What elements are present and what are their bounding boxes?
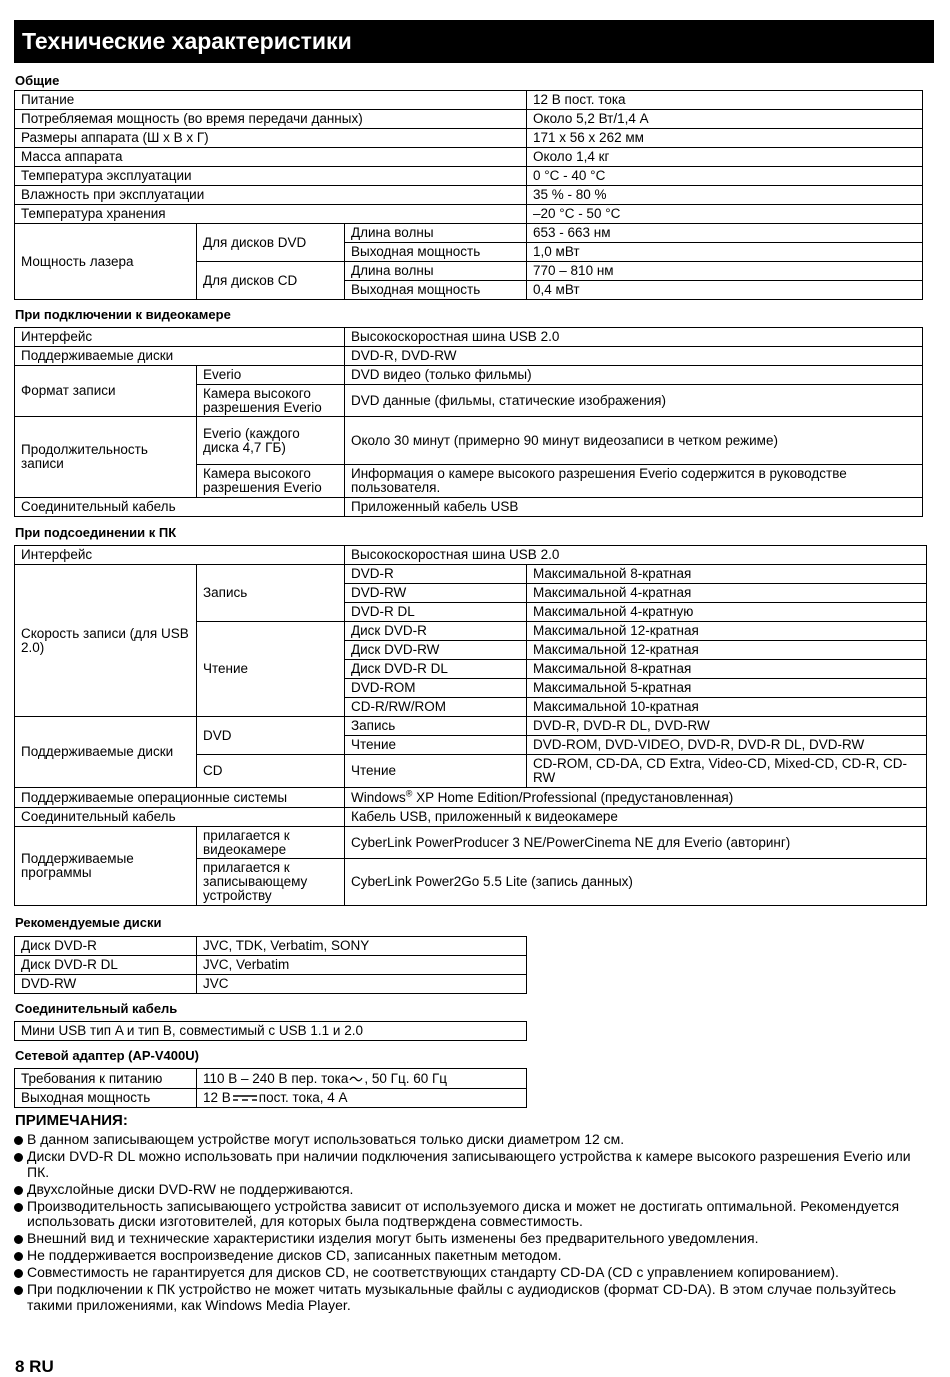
spec-sublabel: Чтение: [345, 755, 527, 788]
section-heading-adapter: Сетевой адаптер (AP-V400U): [15, 1048, 199, 1063]
spec-value: 12 В пост. тока: [527, 91, 923, 110]
camcorder-specs-table: [14, 327, 923, 517]
table-row: [15, 975, 527, 994]
spec-value: [345, 788, 927, 808]
spec-sublabel: Для дисков DVD: [197, 224, 345, 262]
list-item: Не поддерживается воспроизведение дисков CD, записанных пакетным методом.: [14, 1248, 934, 1264]
os-brand: Windows: [351, 789, 406, 805]
spec-value: Максимальной 8-кратная: [527, 660, 927, 679]
spec-sublabel: Запись: [197, 565, 345, 622]
spec-value: Около 1,4 кг: [527, 148, 923, 167]
disc-type: Диск DVD-R: [345, 622, 527, 641]
spec-value: Максимальной 12-кратная: [527, 641, 927, 660]
page-number: 8 RU: [15, 1357, 54, 1376]
spec-value: Около 5,2 Вт/1,4 А: [527, 110, 923, 129]
spec-value: Мини USB тип A и тип B, совместимый с USB 1.1 и 2.0: [15, 1022, 527, 1041]
table-row: [15, 808, 927, 827]
table-row: [15, 167, 923, 186]
spec-label: Интерфейс: [15, 546, 345, 565]
spec-label: Питание: [15, 91, 527, 110]
dc-current: пост. тока, 4 А: [258, 1090, 348, 1105]
table-row: [15, 1022, 527, 1041]
list-item: Внешний вид и технические характеристики изделия могут быть изменены без предварительного уведомления.: [14, 1231, 934, 1247]
spec-sublabel: прилагается к видеокамере: [197, 827, 345, 859]
spec-label: Температура эксплуатации: [15, 167, 527, 186]
ac-frequency: , 50 Гц. 60 Гц: [364, 1070, 448, 1086]
registered-mark: ®: [405, 788, 413, 798]
recommended-discs-table: [14, 936, 527, 994]
spec-label: Температура хранения: [15, 205, 527, 224]
spec-sublabel: Выходная мощность: [345, 243, 527, 262]
table-row: [15, 205, 923, 224]
table-row: [15, 717, 927, 736]
spec-value: CyberLink Power2Go 5.5 Lite (запись данных): [345, 859, 927, 906]
spec-sublabel: Everio (каждого диска 4,7 ГБ): [197, 417, 345, 465]
table-row: [15, 498, 923, 517]
spec-value: Максимальной 4-кратную: [527, 603, 927, 622]
spec-value: JVC, TDK, Verbatim, SONY: [197, 937, 527, 956]
spec-value: 770 – 810 нм: [527, 262, 923, 281]
disc-type: DVD-RW: [345, 584, 527, 603]
spec-value: Максимальной 12-кратная: [527, 622, 927, 641]
table-row: [15, 148, 923, 167]
spec-label: Требования к питанию: [15, 1069, 197, 1089]
spec-value: [197, 1069, 527, 1089]
spec-value: 0 °C - 40 °C: [527, 167, 923, 186]
spec-value: CD-ROM, CD-DA, CD Extra, Video-CD, Mixed-CD, CD-R, CD-RW: [527, 755, 927, 788]
os-edition: XP Home Edition/Professional (предустановленная): [412, 789, 734, 805]
spec-label: Соединительный кабель: [15, 808, 345, 827]
list-item: Производительность записывающего устройства зависит от используемого диска и может не достигать оптимальной. Рекомендуется использовать диски изготовителей, для которых была подтверждена совместимость.: [14, 1199, 934, 1230]
spec-value: 35 % - 80 %: [527, 186, 923, 205]
section-heading-general: Общие: [15, 73, 60, 88]
list-item: В данном записывающем устройстве могут использоваться только диски диаметром 12 см.: [14, 1132, 934, 1148]
cable-table: [14, 1021, 527, 1041]
section-heading-camcorder: При подключении к видеокамере: [15, 307, 231, 322]
table-row: [15, 937, 527, 956]
spec-value: CyberLink PowerProducer 3 NE/PowerCinema NE для Everio (авторинг): [345, 827, 927, 859]
spec-value: DVD-ROM, DVD-VIDEO, DVD-R, DVD-R DL, DVD-RW: [527, 736, 927, 755]
table-row: [15, 186, 923, 205]
disc-type: DVD-R DL: [345, 603, 527, 622]
dc-voltage: 12 В: [203, 1090, 231, 1105]
table-row: [15, 417, 923, 465]
disc-type: DVD-RW: [15, 975, 197, 994]
table-row: [15, 110, 923, 129]
spec-value: DVD видео (только фильмы): [345, 366, 923, 385]
notes-list: [14, 1132, 934, 1315]
table-row: [15, 546, 927, 565]
table-row: [15, 565, 927, 584]
spec-sublabel: Для дисков CD: [197, 262, 345, 300]
spec-label: Поддерживаемые программы: [15, 827, 197, 906]
spec-value: Высокоскоростная шина USB 2.0: [345, 328, 923, 347]
table-row: [15, 956, 527, 975]
spec-label: Скорость записи (для USB 2.0): [15, 565, 197, 717]
spec-sublabel: Камера высокого разрешения Everio: [197, 385, 345, 417]
spec-sublabel: Запись: [345, 717, 527, 736]
disc-type: Диск DVD-R: [15, 937, 197, 956]
spec-label: Выходная мощность: [15, 1089, 197, 1108]
disc-type: DVD-ROM: [345, 679, 527, 698]
spec-label: Размеры аппарата (Ш x В x Г): [15, 129, 527, 148]
disc-type: CD-R/RW/ROM: [345, 698, 527, 717]
section-heading-cable: Соединительный кабель: [15, 1001, 178, 1016]
spec-sublabel: CD: [197, 755, 345, 788]
spec-sublabel: Камера высокого разрешения Everio: [197, 465, 345, 498]
table-row: [15, 366, 923, 385]
spec-value: Максимальной 10-кратная: [527, 698, 927, 717]
spec-value: Максимальной 8-кратная: [527, 565, 927, 584]
adapter-table: [14, 1068, 527, 1108]
ac-symbol-icon: [349, 1075, 363, 1083]
spec-label: Мощность лазера: [15, 224, 197, 300]
spec-value: [197, 1089, 527, 1108]
spec-label: Поддерживаемые диски: [15, 717, 197, 788]
spec-value: JVC: [197, 975, 527, 994]
disc-type: DVD-R: [345, 565, 527, 584]
spec-value: Максимальной 4-кратная: [527, 584, 927, 603]
spec-value: DVD-R, DVD-R DL, DVD-RW: [527, 717, 927, 736]
spec-value: Максимальной 5-кратная: [527, 679, 927, 698]
general-specs-table: [14, 90, 923, 300]
table-row: [15, 1069, 527, 1089]
spec-value: –20 °C - 50 °C: [527, 205, 923, 224]
spec-value: DVD данные (фильмы, статические изображения): [345, 385, 923, 417]
spec-value: DVD-R, DVD-RW: [345, 347, 923, 366]
spec-label: Влажность при эксплуатации: [15, 186, 527, 205]
spec-sublabel: Длина волны: [345, 224, 527, 243]
spec-value: 1,0 мВт: [527, 243, 923, 262]
section-heading-pc: При подсоединении к ПК: [15, 525, 177, 540]
disc-type: Диск DVD-R DL: [345, 660, 527, 679]
spec-sublabel: Чтение: [345, 736, 527, 755]
page-title: Технические характеристики: [14, 20, 934, 63]
list-item: Двухслойные диски DVD-RW не поддерживаются.: [14, 1182, 934, 1198]
table-row: [15, 129, 923, 148]
spec-label: Потребляемая мощность (во время передачи данных): [15, 110, 527, 129]
spec-value: Высокоскоростная шина USB 2.0: [345, 546, 927, 565]
table-row: [15, 328, 923, 347]
spec-sublabel: Everio: [197, 366, 345, 385]
spec-label: Соединительный кабель: [15, 498, 345, 517]
spec-value: 653 - 663 нм: [527, 224, 923, 243]
list-item: Совместимость не гарантируется для дисков CD, не соответствующих стандарту CD-DA (CD с управлением копированием).: [14, 1265, 934, 1281]
table-row: [15, 1089, 527, 1108]
spec-value: Около 30 минут (примерно 90 минут видеозаписи в четком режиме): [345, 417, 923, 465]
spec-sublabel: Чтение: [197, 622, 345, 717]
spec-label: Продолжительность записи: [15, 417, 197, 498]
table-row: [15, 827, 927, 859]
table-row: [15, 347, 923, 366]
spec-sublabel: DVD: [197, 717, 345, 755]
list-item: При подключении к ПК устройство не может читать музыкальные файлы с аудиодисков (формат CD-DA). В этом случае пользуйтесь такими приложениями, как Windows Media Player.: [14, 1282, 934, 1313]
spec-label: Интерфейс: [15, 328, 345, 347]
notes-heading: ПРИМЕЧАНИЯ:: [15, 1112, 128, 1129]
table-row: [15, 224, 923, 243]
spec-value: 0,4 мВт: [527, 281, 923, 300]
spec-sublabel: Длина волны: [345, 262, 527, 281]
spec-label: Масса аппарата: [15, 148, 527, 167]
table-row: [15, 91, 923, 110]
spec-value: Информация о камере высокого разрешения Everio содержится в руководстве пользователя.: [345, 465, 923, 498]
spec-value: JVC, Verbatim: [197, 956, 527, 975]
dc-symbol-icon: [233, 1094, 257, 1102]
spec-value: Приложенный кабель USB: [345, 498, 923, 517]
table-row: [15, 788, 927, 808]
disc-type: Диск DVD-RW: [345, 641, 527, 660]
spec-sublabel: Выходная мощность: [345, 281, 527, 300]
list-item: Диски DVD-R DL можно использовать при наличии подключения записывающего устройства к камере высокого разрешения Everio или ПК.: [14, 1149, 934, 1180]
spec-sublabel: прилагается к записывающему устройству: [197, 859, 345, 906]
pc-specs-table: [14, 545, 927, 906]
spec-value: 171 x 56 x 262 мм: [527, 129, 923, 148]
spec-label: Формат записи: [15, 366, 197, 417]
ac-voltage: 110 В – 240 В пер. тока: [203, 1070, 349, 1086]
spec-value: Кабель USB, приложенный к видеокамере: [345, 808, 927, 827]
disc-type: Диск DVD-R DL: [15, 956, 197, 975]
spec-label: Поддерживаемые операционные системы: [15, 788, 345, 808]
spec-label: Поддерживаемые диски: [15, 347, 345, 366]
section-heading-recommended: Рекомендуемые диски: [15, 915, 162, 930]
